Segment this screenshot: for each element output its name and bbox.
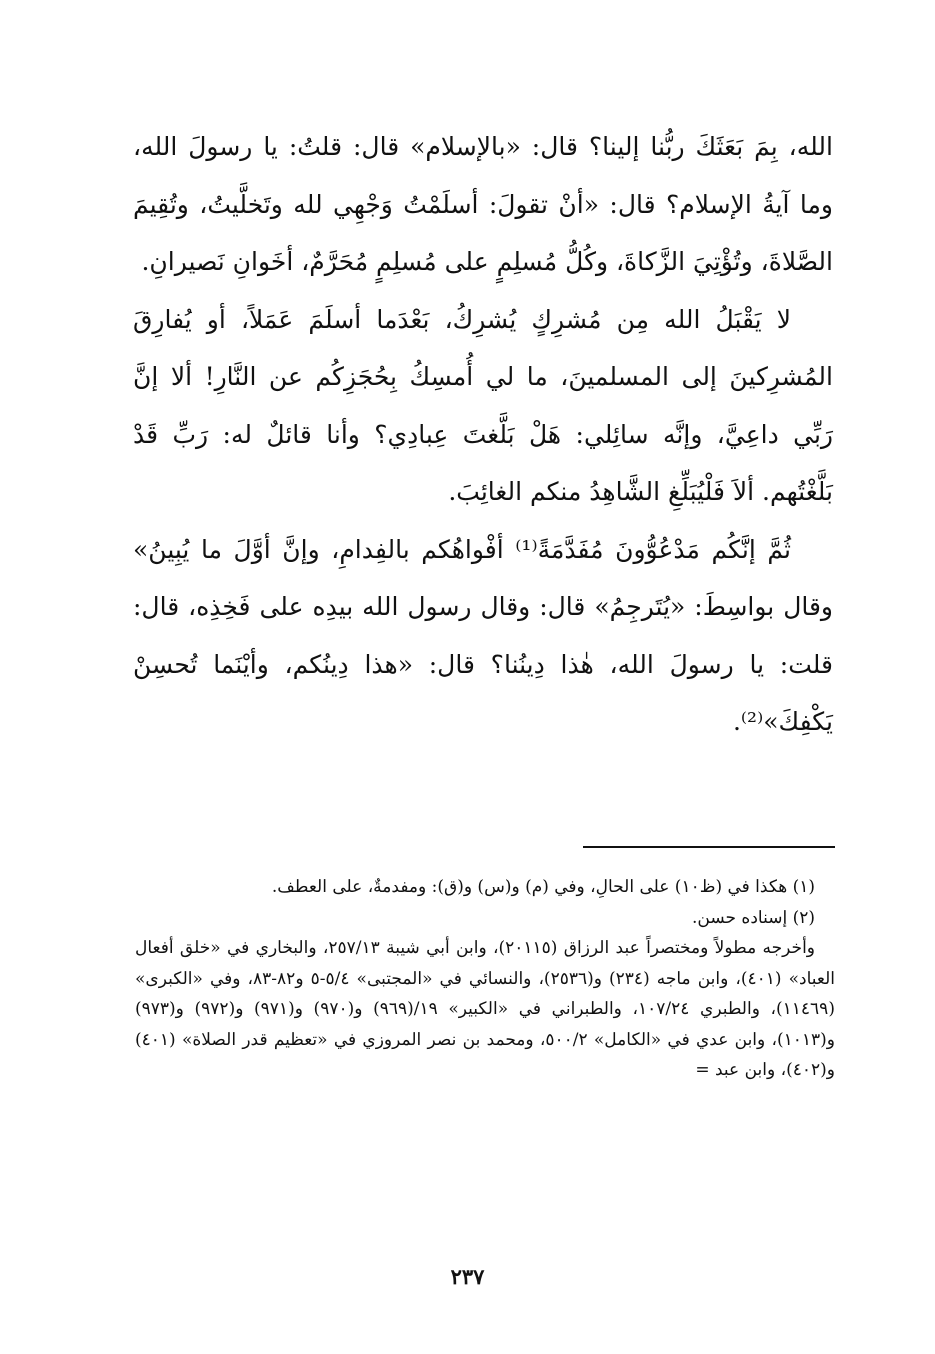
footnote-1: (١) هكذا في (ظ١٠) على الحالِ، وفي (م) و(س) و(ق): ومفدمةٌ، على العطف.	[271, 877, 815, 897]
paragraph-1: الله، بِمَ بَعَثَكَ ربُّنا إلينا؟ قال: «بالإسلام» قال: قلتُ: يا رسولَ الله، وما آيةُ الإسلام؟ قال: «أنْ تقولَ: أسلَمْتُ وَجْهِي لله وتَخلَّيتُ، وتُقِيمَ الصَّلاةَ، وتُؤْتِيَ الزَّكاةَ، وكُلُّ مُسلِمٍ على مُسلِمٍ مُحَرَّمٌ، أخَوانِ نَصيرانِ.	[133, 132, 833, 276]
footnotes	[135, 872, 835, 1086]
footnote-2: (٢) إسناده حسن.	[692, 907, 815, 928]
paragraph-3: ثُمَّ إنَّكُم مَدْعُوُّونَ مُفَدَّمَةً⁽¹⁾ أفْواهُكم بالفِدامِ، وإنَّ أوَّلَ ما يُبِينُ» وقال بواسِطَ: «يُتَرجِمُ» قال: وقال رسول الله بيدِه على فَخِذِه، قال: قلت: يا رسولَ الله، هٰذا دِينُنا؟ قال: «هذا دِينُكم، وأيْنَما تُحسِنْ يَكْفِكَ»⁽²⁾.	[133, 534, 833, 736]
page-number: ٢٣٧	[450, 1264, 485, 1289]
main-text	[133, 118, 833, 751]
paragraph-2: لا يَقْبَلُ الله مِن مُشرِكٍ يُشرِكُ، بَعْدَما أسلَمَ عَمَلاً، أو يُفارِقَ المُشرِكينَ إلى المسلمينَ، ما لي أُمسِكُ بِحُجَزِكُم عن النَّارِ! ألا إنَّ رَبِّي داعِيَّ، وإنَّه سائِلي: هَلْ بَلَّغتَ عِبادِي؟ وأنا قائلٌ له: رَبِّ قَدْ بَلَّغْتُهم. ألاَ فَلْيُبَلِّغِ الشَّاهِدُ منكم الغائِبَ.	[133, 304, 833, 506]
footnote-separator	[583, 846, 835, 848]
footnote-2-takhrij: وأخرجه مطولاً ومختصراً عبد الرزاق (٢٠١١٥)، وابن أبي شيبة ٢٥٧/١٣، والبخاري في «خلق أفعال العباد» (٤٠١)، وابن ماجه (٢٣٤) و(٢٥٣٦)، والنسائي في «المجتبى» ٥/٤-٥ و٨٢-٨٣، وفي «الكبرى» (١١٤٦٩)، والطبري ١٠٧/٢٤، والطبراني في «الكبير» ١٩/(٩٦٩) و(٩٧٠) و(٩٧١) و(٩٧٢) و(٩٧٣) و(١٠١٣)، وابن عدي في «الكامل» ٥٠٠/٢، ومحمد بن نصر المروزي في «تعظيم قدر الصلاة» (٤٠١) و(٤٠٢)، وابن عبد =	[135, 938, 836, 1080]
